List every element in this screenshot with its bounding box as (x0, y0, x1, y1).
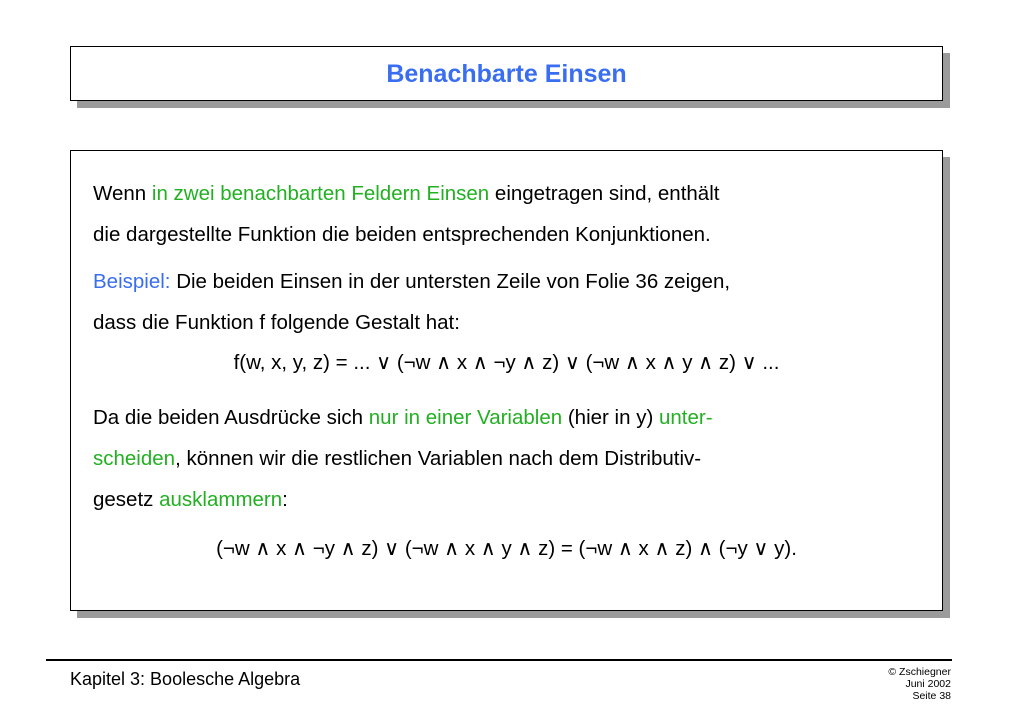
footer-meta (888, 666, 951, 702)
highlight-text: nur in einer Variablen (368, 406, 563, 429)
text-segment: eingetragen sind, enthält (489, 182, 720, 205)
highlight-text: unter- (658, 406, 713, 429)
example-label: Beispiel: (93, 270, 171, 293)
text-segment: Die beiden Einsen in der untersten Zeile von Folie 36 zeigen, (170, 270, 731, 293)
formula-function: f(w, x, y, z) = ... ∨ (¬w ∧ x ∧ ¬y ∧ z) ∨ (¬w ∧ x ∧ y ∧ z) ∨ ... (233, 351, 780, 374)
highlight-text: ausklammern (159, 488, 283, 511)
content-box (70, 150, 943, 611)
text-segment: , können wir die restlichen Variablen nach dem Distributiv- (175, 447, 702, 470)
text-segment: Da die beiden Ausdrücke sich (93, 406, 369, 429)
paragraph-intro (93, 173, 920, 255)
slide-title: Benachbarte Einsen (386, 60, 627, 88)
text-segment: Wenn (93, 182, 152, 205)
text-segment: gesetz (93, 488, 160, 511)
text-segment: : (282, 488, 288, 511)
text-segment: die dargestellte Funktion die beiden entsprechenden Konjunktionen. (93, 223, 711, 246)
footer-date: Juni 2002 (905, 678, 951, 690)
footer-divider (46, 659, 952, 661)
text-segment: (hier in y) (562, 406, 659, 429)
formula-factored: (¬w ∧ x ∧ ¬y ∧ z) ∨ (¬w ∧ x ∧ y ∧ z) = (¬w ∧ x ∧ z) ∧ (¬y ∨ y). (216, 537, 797, 560)
content-body (93, 173, 920, 570)
highlight-text: in zwei benachbarten Feldern Einsen (151, 182, 490, 205)
paragraph-distributive (93, 397, 920, 520)
text-segment: dass die Funktion f folgende Gestalt hat: (93, 311, 460, 334)
footer-copyright: © Zschiegner (888, 666, 951, 678)
footer-page: Seite 38 (912, 690, 951, 702)
paragraph-example (93, 261, 920, 343)
footer-chapter: Kapitel 3: Boolesche Algebra (70, 669, 301, 689)
title-box (70, 46, 943, 101)
highlight-text: scheiden (93, 447, 176, 470)
